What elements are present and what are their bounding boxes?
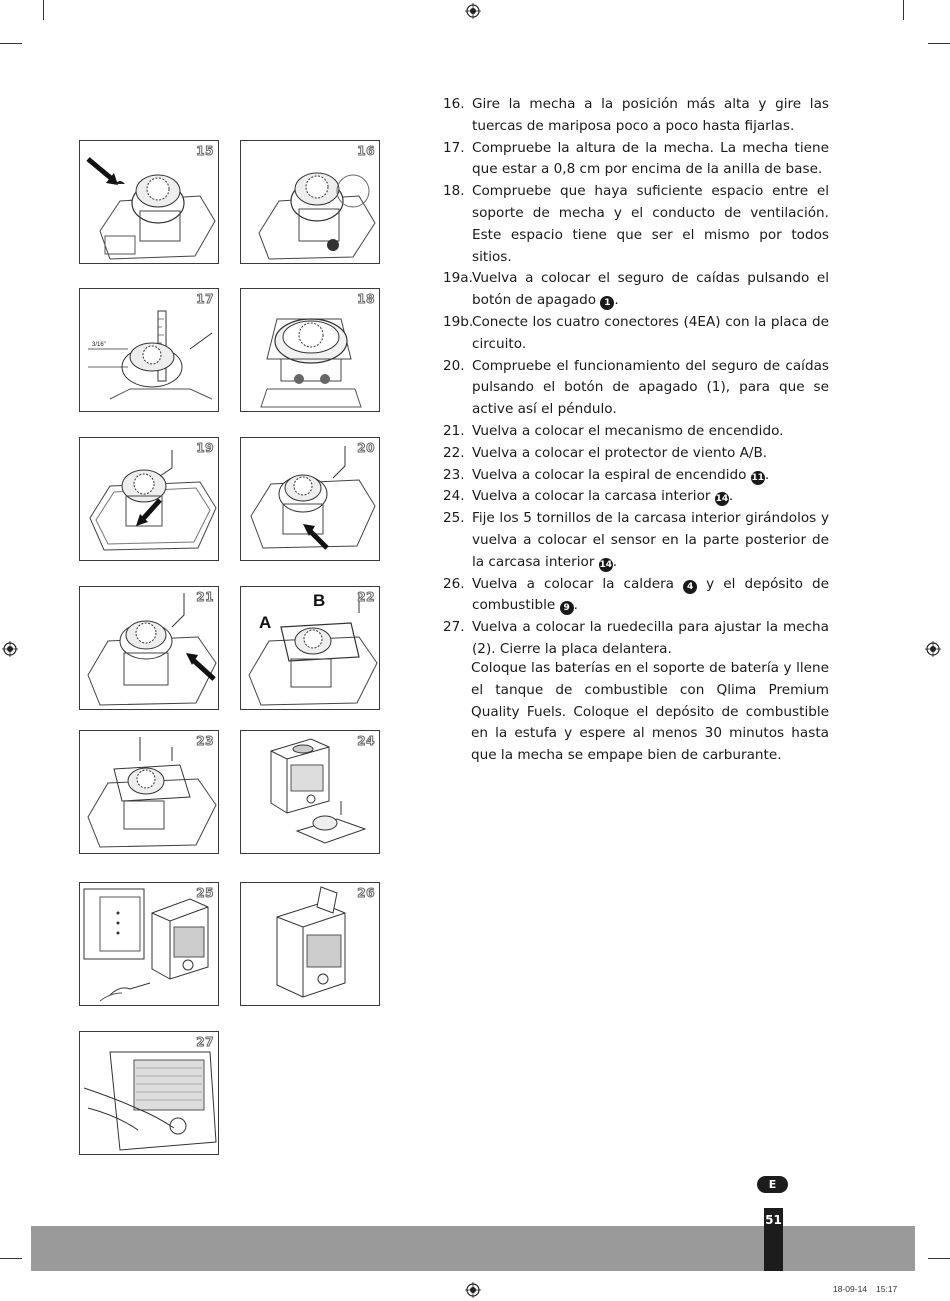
crop-mark bbox=[928, 43, 950, 44]
step-text: Vuelva a colocar el mecanismo de encendido. bbox=[472, 422, 784, 439]
step-number: 17. bbox=[443, 139, 465, 156]
step-26 bbox=[443, 574, 829, 618]
label-a: A bbox=[259, 613, 272, 632]
step-text-end: . bbox=[612, 553, 618, 570]
part-ref: 11 bbox=[751, 472, 765, 483]
step-text-end: . bbox=[573, 597, 578, 614]
figure-number: 23 bbox=[196, 734, 214, 748]
step-21 bbox=[443, 421, 829, 443]
step-text-main: Vuelva a colocar la espiral de encendido bbox=[472, 466, 747, 483]
step-number: 19b. bbox=[443, 313, 474, 330]
step-17 bbox=[443, 138, 829, 182]
figure-17 bbox=[79, 288, 219, 412]
step-19b bbox=[443, 312, 829, 356]
step-number: 24. bbox=[443, 488, 465, 505]
inner-housing-screws-illustration bbox=[80, 883, 219, 1006]
figure-number: 20 bbox=[357, 441, 375, 455]
step-text-main: Vuelva a colocar la caldera bbox=[472, 575, 674, 592]
step-20 bbox=[443, 356, 829, 421]
step-text: Vuelva a colocar la ruedecilla para ajustar la mecha (2). Cierre la placa delantera. bbox=[472, 619, 829, 657]
step-text-end: . bbox=[728, 488, 734, 505]
figure-number: 21 bbox=[196, 590, 214, 604]
figure-21 bbox=[79, 586, 219, 710]
figure-25 bbox=[79, 882, 219, 1006]
crop-mark bbox=[903, 0, 904, 20]
step-text-end: . bbox=[614, 292, 619, 309]
figure-number: 19 bbox=[196, 441, 214, 455]
step-text-main: Vuelva a colocar el seguro de caídas pulsando el botón de apagado bbox=[472, 270, 829, 309]
step-number: 20. bbox=[443, 357, 465, 374]
figure-27 bbox=[79, 1031, 219, 1155]
step-text bbox=[472, 574, 829, 618]
step-text bbox=[472, 508, 829, 573]
figure-number: 25 bbox=[196, 886, 214, 900]
part-ref: 1 bbox=[600, 296, 614, 310]
heater-assembly-illustration bbox=[241, 731, 380, 854]
step-text bbox=[472, 465, 829, 487]
step-text: Compruebe que haya suficiente espacio entre el soporte de mecha y el conducto de ventilación. Este espacio tiene que ser el mismo por todos sitios. bbox=[472, 183, 829, 265]
step-number: 23. bbox=[443, 466, 465, 483]
step-22 bbox=[443, 443, 829, 465]
step-number: 19a. bbox=[443, 270, 473, 287]
figure-number: 15 bbox=[196, 144, 214, 158]
part-ref: 14 bbox=[599, 559, 613, 570]
registration-mark-icon bbox=[465, 1282, 481, 1298]
measurement-note: 3/16" bbox=[92, 342, 106, 348]
step-text: Compruebe la altura de la mecha. La mecha tiene que estar a 0,8 cm por encima de la anilla de base. bbox=[472, 139, 829, 178]
print-date: 18-09-14 bbox=[833, 1284, 868, 1294]
wick-height-illustration bbox=[80, 289, 219, 412]
figure-18 bbox=[240, 288, 380, 412]
step-text: Conecte los cuatro conectores (4EA) con la placa de circuito. bbox=[472, 313, 829, 352]
step-number: 27. bbox=[443, 619, 465, 636]
part-ref: 14 bbox=[715, 494, 729, 505]
figure-number: 27 bbox=[196, 1035, 214, 1049]
closing-paragraph: Coloque las baterías en el soporte de batería y llene el tanque de combustible con Qlima Premium Quality Fuels. Coloque el depósito de combustible en la estufa y espere al menos 30 minutos hasta que la mecha se empape bien de carburante. bbox=[471, 660, 829, 764]
step-24 bbox=[443, 486, 829, 508]
step-25 bbox=[443, 508, 829, 573]
step-text-main: Vuelva a colocar la carcasa interior bbox=[472, 488, 711, 505]
step-text-main: Fije los 5 tornillos de la carcasa interior girándolos y vuelva a colocar el sensor en la parte posterior de la carcasa interior bbox=[472, 510, 829, 570]
registration-mark-icon bbox=[2, 641, 18, 657]
igniter-coil-illustration bbox=[80, 731, 219, 854]
registration-mark-icon bbox=[465, 3, 481, 19]
step-number: 26. bbox=[443, 575, 465, 592]
step-text-mid: y el depósito de combustible bbox=[472, 575, 829, 614]
step-text: Compruebe el funcionamiento del seguro de caídas pulsando el botón de apagado (1), para que se active así el péndulo. bbox=[472, 357, 829, 418]
step-text bbox=[472, 268, 829, 312]
part-ref: 4 bbox=[683, 580, 697, 594]
figure-22 bbox=[240, 586, 380, 710]
crop-mark bbox=[928, 1258, 950, 1259]
figure-number: 18 bbox=[357, 292, 375, 306]
figure-number: 24 bbox=[357, 734, 375, 748]
tip-over-test-illustration bbox=[241, 438, 380, 561]
figure-number: 26 bbox=[357, 886, 375, 900]
print-time: 15:17 bbox=[876, 1284, 898, 1294]
language-badge: E bbox=[757, 1176, 788, 1193]
instruction-list bbox=[443, 94, 829, 661]
figure-15 bbox=[79, 140, 219, 264]
step-number: 18. bbox=[443, 183, 465, 200]
step-number: 25. bbox=[443, 510, 465, 527]
step-text: Gire la mecha a la posición más alta y gire las tuercas de mariposa poco a poco hasta fijarlas. bbox=[472, 96, 829, 134]
igniter-illustration bbox=[80, 587, 219, 710]
part-ref: 9 bbox=[560, 601, 574, 615]
step-19a bbox=[443, 268, 829, 312]
heater-wick-illustration bbox=[80, 141, 219, 264]
figure-23 bbox=[79, 730, 219, 854]
step-text bbox=[472, 486, 829, 508]
step-number: 21. bbox=[443, 422, 465, 439]
wick-knob-illustration bbox=[80, 1032, 219, 1155]
figure-20 bbox=[240, 437, 380, 561]
wind-shield-illustration bbox=[241, 587, 380, 710]
step-number: 16. bbox=[443, 96, 465, 112]
crop-mark bbox=[43, 0, 44, 20]
step-18 bbox=[443, 181, 829, 268]
step-27 bbox=[443, 617, 829, 661]
registration-mark-icon bbox=[925, 641, 941, 657]
step-number: 22. bbox=[443, 444, 465, 461]
step-text: Vuelva a colocar el protector de viento A/B. bbox=[472, 444, 768, 461]
figure-number: 22 bbox=[357, 590, 375, 604]
figure-26 bbox=[240, 882, 380, 1006]
wick-clearance-illustration bbox=[241, 289, 380, 412]
fuel-tank-illustration bbox=[241, 883, 380, 1006]
figure-number: 16 bbox=[357, 144, 375, 158]
page-number: 51 bbox=[764, 1208, 783, 1271]
crop-mark bbox=[0, 43, 22, 44]
step-23 bbox=[443, 465, 829, 487]
tip-over-switch-illustration bbox=[80, 438, 219, 561]
figure-19 bbox=[79, 437, 219, 561]
figure-number: 17 bbox=[196, 292, 214, 306]
heater-wick-illustration bbox=[241, 141, 380, 264]
crop-mark bbox=[0, 1258, 22, 1259]
step-text-end: . bbox=[764, 466, 770, 483]
figure-24 bbox=[240, 730, 380, 854]
step-16 bbox=[443, 94, 829, 138]
label-b: B bbox=[313, 591, 326, 610]
figure-16 bbox=[240, 140, 380, 264]
